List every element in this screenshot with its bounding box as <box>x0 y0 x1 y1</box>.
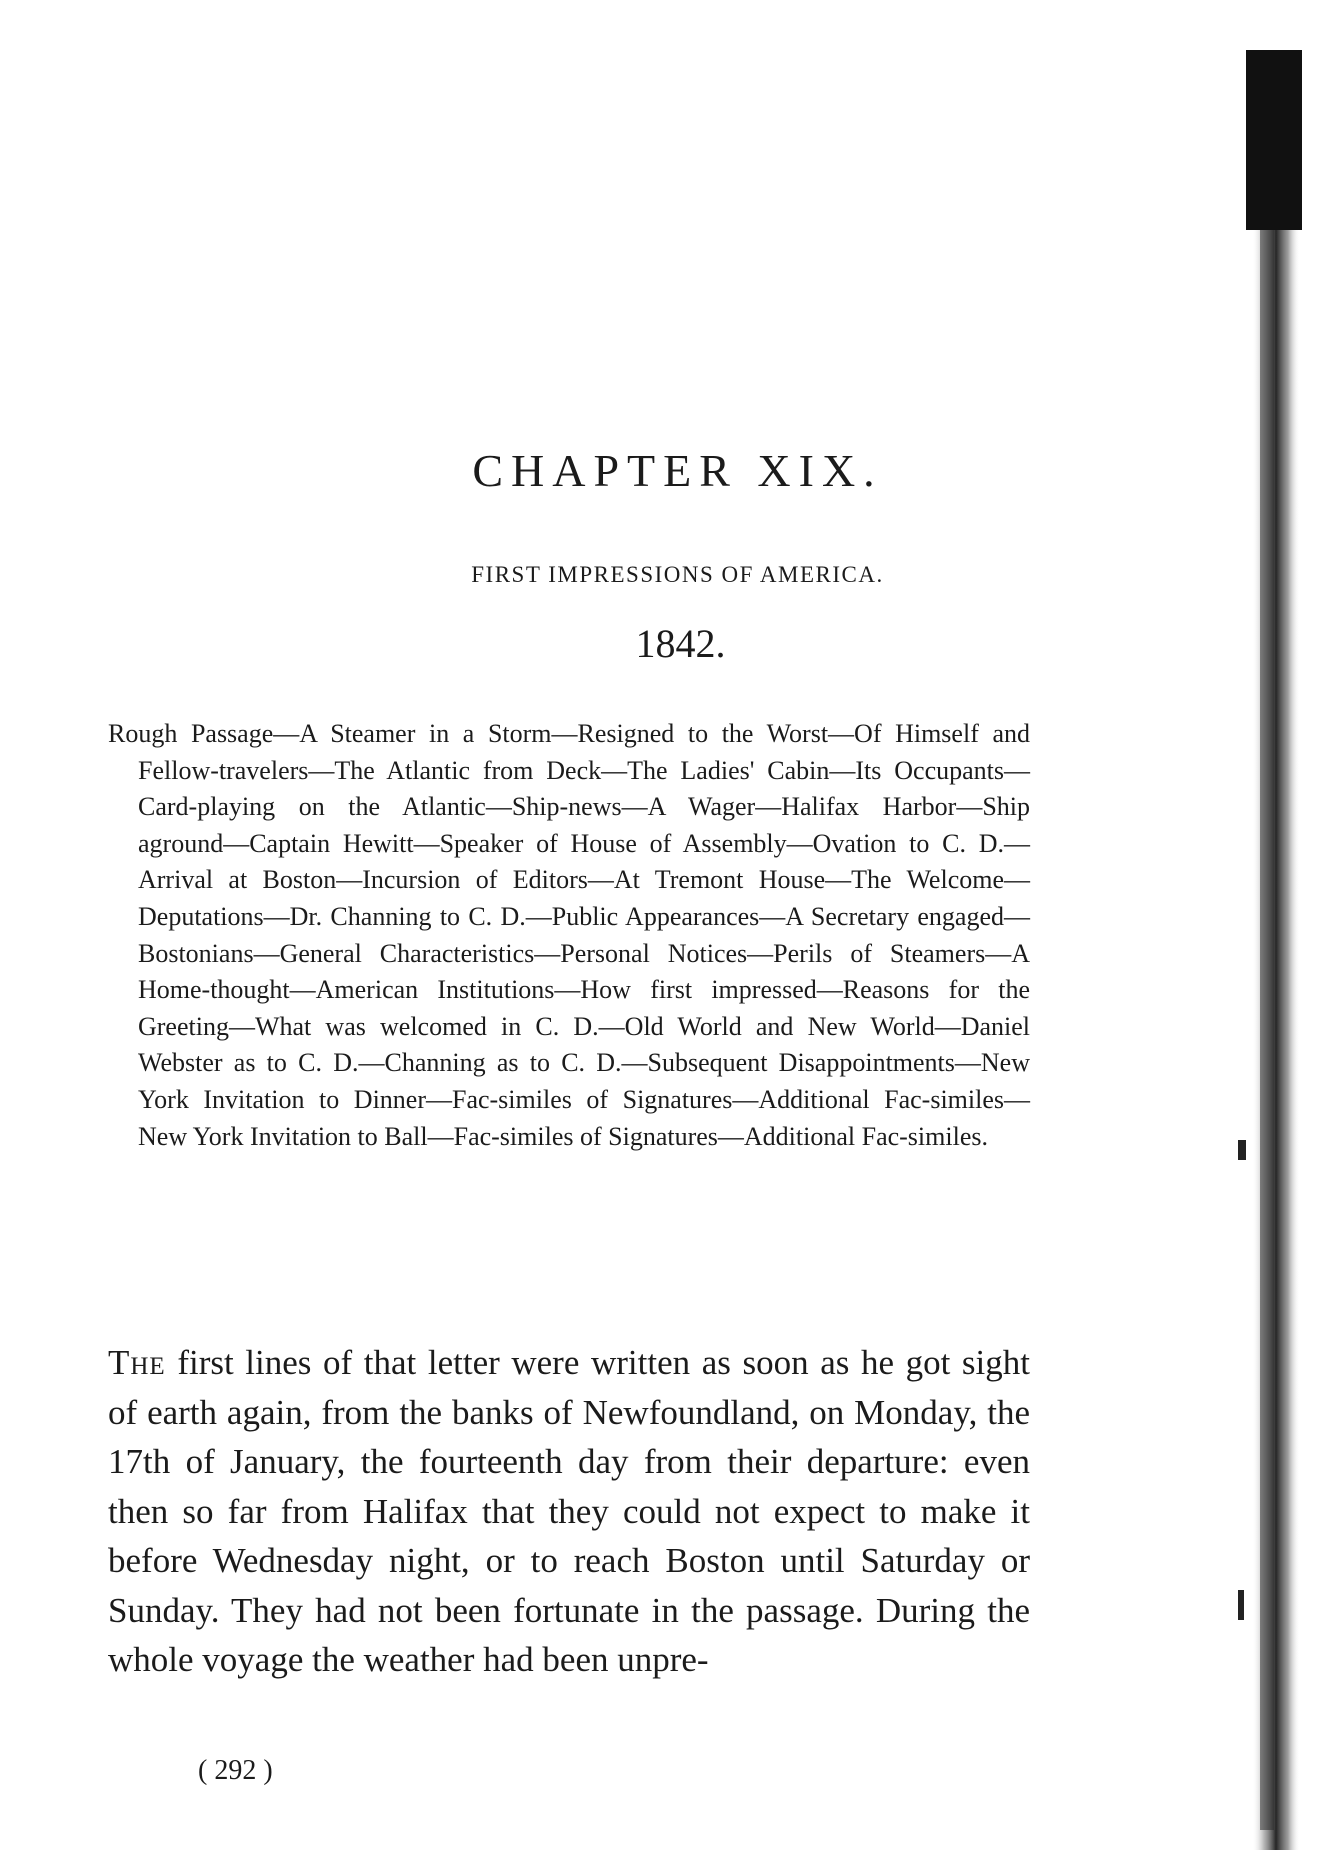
chapter-year: 1842. <box>635 621 726 666</box>
chapter-summary: Rough Passage—A Steamer in a Storm—Resigned to the Worst—Of Himself and Fellow-travelers—The Atlantic from Deck—The Ladies' Cabin—Its Occupants—Card-playing on the Atlantic—Ship-news—A Wager—Halifax Harbor—Ship aground—Captain Hewitt—Speaker of House of Assembly—Ovation to C. D.—Arrival at Boston—Incursion of Editors—At Tremont House—The Welcome—Deputations—Dr. Channing to C. D.—Public Appearances—A Secretary engaged—Bostonians—General Characteristics—Personal Notices—Perils of Steamers—A Home-thought—American Institutions—How first impressed—Reasons for the Greeting—What was welcomed in C. D.—Old World and New World—Daniel Webster as to C. D.—Channing as to C. D.—Subsequent Disappointments—New York Invitation to Dinner—Fac-similes of Signatures—Additional Fac-similes—New York Invitation to Ball—Fac-similes of Signatures—Additional Fac-similes. <box>108 719 1030 1151</box>
chapter-subtitle: FIRST IMPRESSIONS OF AMERICA. <box>471 562 884 587</box>
binding-edge-shadow <box>1238 50 1308 1850</box>
body-text: first lines of that letter were written as soon as he got sight of earth again, from the banks of Newfoundland, on Monday, the 17th of January, the fourteenth day from their departure: even then so far from Halifax that they could not expect to make it before Wednesday night, or to reach Boston until Saturday or Sunday. They had not been fortunate in the passage. During the whole voyage the weather had been unpre- <box>108 1343 1030 1679</box>
chapter-title: CHAPTER XIX. <box>472 445 883 496</box>
body-paragraph <box>108 1338 1030 1685</box>
lead-word: The <box>108 1343 166 1382</box>
page-number: ( 292 ) <box>198 1755 273 1786</box>
